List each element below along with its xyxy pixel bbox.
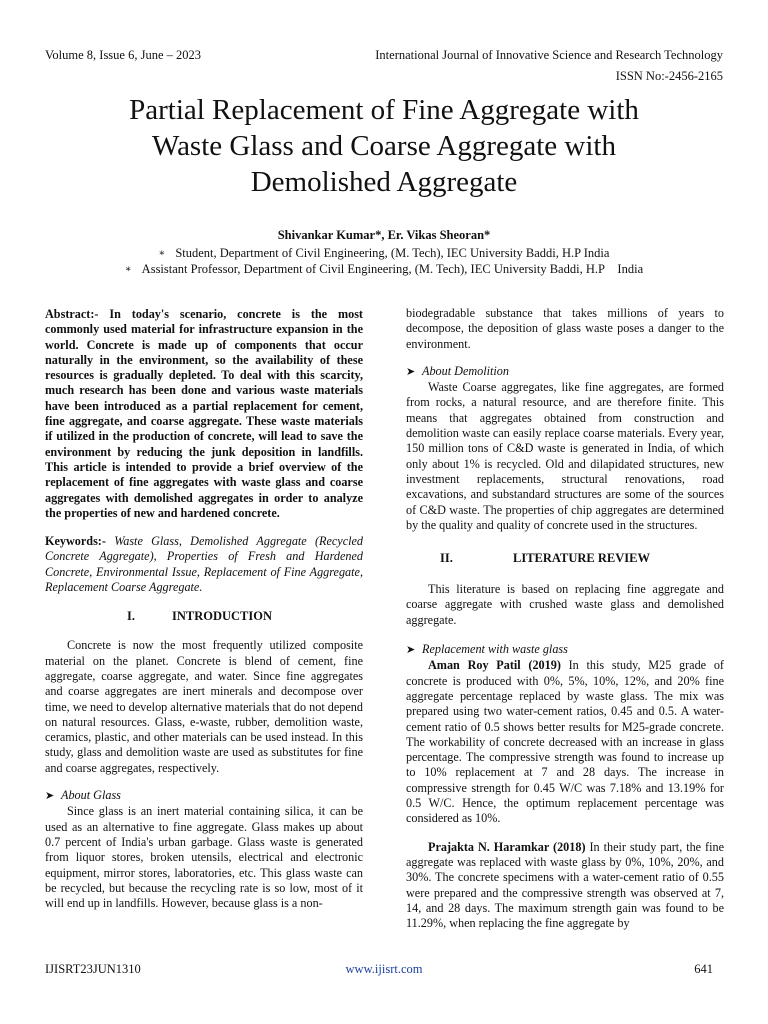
review-author: Prajakta N. Haramkar (2018) [428, 839, 586, 854]
title-line: Demolished Aggregate [250, 166, 518, 198]
paper-title [60, 92, 708, 200]
arrow-bullet-icon: ➤ [406, 644, 416, 657]
abstract-text: In today's scenario, concrete is the most commonly used material for infrastructure expansion in the world. Concrete is made up of components that occur naturally in the environment, so the availability of these resources is gradually depleted. To deal with this scarcity, much research has been done and various waste materials have been introduced as a partial replacement for cement, fine aggregate, and coarse aggregate. These waste materials if utilized in the production of concrete, will lead to save the environment by reducing the junk deposition in landfills. This article is intended to provide a brief overview of the replacement of fine aggregates with waste glass and coarse aggregates with demolished aggregates in order to analyze the properties of new and hardened concrete. [45, 307, 363, 520]
about-demolition-paragraph: Waste Coarse aggregates, like fine aggregates, are formed from rocks, a natural resource, and are therefore finite. This means that aggregates obtained from construction and demolition waste can easily replace coarse materials. Every year, 150 million tons of C&D waste is generated in India, of which only about 1% is recycled. Old and dilapidated structures, new investment replacements, structural renovations, road excavations, and substandard structures are some of the sources of C&D waste. The properties of chip aggregates are determined by the quality and quality of concrete used in the structures. [406, 380, 724, 532]
subheading-text: About Demolition [422, 363, 509, 378]
review-author: Aman Roy Patil (2019) [428, 658, 561, 673]
subheading-text: About Glass [61, 788, 121, 803]
subheading-replacement-waste-glass [406, 642, 724, 658]
bullet-star-icon: ∗ [158, 248, 166, 259]
section-number: II. [440, 551, 453, 566]
page-number: 641 [694, 962, 713, 976]
abstract [45, 307, 363, 521]
section-number: I. [127, 609, 135, 624]
introduction-paragraph: Concrete is now the most frequently utilized composite material on the planet. Concrete is blend of cement, fine aggregate, coarse aggregate, and water. Since fine aggregates and coarse aggregates are inert minerals and decompose over time, we need to develop alternative materials that do not depend on natural resources. Glass, e-waste, rubber, demolition waste, ceramics, plastic, and other materials can be used instead. In this study, glass and demolition waste are used as substitutes for fine and coarse aggregates, respectively. [45, 638, 363, 775]
affiliation-2 [0, 262, 768, 277]
arrow-bullet-icon: ➤ [45, 790, 55, 803]
affiliation-text: Assistant Professor, Department of Civil Engineering, (M. Tech), IEC University Baddi, H.P India [141, 262, 644, 276]
section-heading-introduction [45, 609, 363, 624]
subheading-text: Replacement with waste glass [422, 642, 568, 657]
section-title: LITERATURE REVIEW [513, 551, 650, 566]
review-entry [406, 658, 724, 826]
section-title: INTRODUCTION [172, 609, 273, 624]
keywords-label: Keywords:- [45, 534, 106, 549]
paper-id: IJISRT23JUN1310 [45, 962, 141, 976]
right-column [406, 306, 724, 931]
title-line: Partial Replacement of Fine Aggregate with [129, 94, 639, 126]
left-column [45, 307, 363, 911]
authors: Shivankar Kumar*, Er. Vikas Sheoran* [277, 228, 491, 242]
subheading-about-demolition [406, 364, 724, 380]
abstract-label: Abstract:- [45, 307, 99, 321]
bullet-star-icon: ∗ [124, 264, 132, 275]
volume-issue: Volume 8, Issue 6, June – 2023 [45, 48, 202, 62]
keywords [45, 534, 363, 595]
about-glass-paragraph-continued: biodegradable substance that takes millions of years to decompose, the deposition of glass waste poses a danger to the environment. [406, 306, 724, 351]
literature-review-paragraph: This literature is based on replacing fine aggregate and coarse aggregate with crushed waste glass and demolished aggregate. [406, 582, 724, 627]
arrow-bullet-icon: ➤ [406, 365, 416, 378]
issn: ISSN No:-2456-2165 [615, 69, 723, 83]
keywords-text: Waste Glass, Demolished Aggregate (Recycled Concrete Aggregate), Properties of Fresh and Hardened Concrete, Environmental Issue, Replacement of Fine Aggregate, Replacement Coarse Aggregate. [45, 534, 363, 595]
review-entry [406, 840, 724, 932]
subheading-about-glass [45, 788, 363, 804]
title-line: Waste Glass and Coarse Aggregate with [152, 130, 616, 162]
journal-name: International Journal of Innovative Science and Research Technology [375, 48, 723, 62]
about-glass-paragraph: Since glass is an inert material containing silica, it can be used as an alternative to fine aggregate. Glass makes up about 0.7 percent of India's urban garbage. Glass waste is generated from liquor stores, broken utensils, electrical and electronic equipment, mirror stores, laboratories, etc. This glass waste can be recycled, but because the recycling rate is so low, most of it will end up in landfills. However, because glass is a non- [45, 804, 363, 911]
journal-website-link[interactable]: www.ijisrt.com [345, 962, 423, 976]
review-text: In their study part, the fine aggregate was replaced with waste glass by 0%, 10%, 20%, and 30%. The concrete specimens with a water-cement ratio of 0.55 were prepared and the compressive strength was observed at 7, 14, and 28 days. The maximum strength gain was found to be 11.29%, when replacing the fine aggregate by [406, 839, 724, 931]
affiliation-1 [0, 246, 768, 261]
review-text: In this study, M25 grade of concrete is produced with 0%, 5%, 10%, 12%, and 20% fine aggregate percentage replaced by waste glass. The mix was prepared using two water-cement ratios, 0.45 and 0.5. A water-cement ratio of 0.5 shows better results for M25-grade concrete. The workability of concrete decreased with an increase in glass percentage. The compressive strength was found to increase up to 10% replacement at 7 and 28 days. The increase in compressive strength for 0.45 W/C was 7.18% and 13.19% for 0.5 W/C. Hence, the optimum replacement percentage was considered as 10%. [406, 658, 724, 826]
section-heading-literature-review [406, 551, 724, 566]
affiliation-text: Student, Department of Civil Engineering, (M. Tech), IEC University Baddi, H.P India [175, 246, 610, 260]
